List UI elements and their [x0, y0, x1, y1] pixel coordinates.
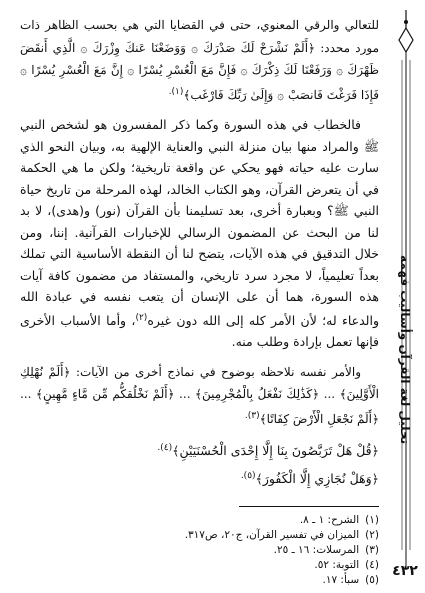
paragraph-3-text: والأمر نفسه نلاحظه بوضوح في نماذج أخرى من الآيات: ﴿أَلَمْ نُهْلِكِ الْأَوَّلِينَ﴾ ... ﴿كَذَٰلِكَ نَفْعَلُ بِالْمُجْرِمِينَ﴾ ... ﴿أَلَمْ نَخْلُقكُّم مِّن مَّاءٍ مَّهِينٍ﴾ ... ﴿أَلَمْ نَجْعَلِ الْأَرْضَ كِفَاتًا﴾ [20, 364, 379, 426]
verse-1-text: ﴿قُلْ هَلْ تَرَبَّصُونَ بِنَا إِلَّا إِحْدَى الْحُسْنَيَيْنِ﴾ [172, 443, 379, 459]
footnote-number: (١) [365, 513, 379, 526]
footnote-text: سبأ: ١٧. [322, 573, 360, 586]
verse-2-text: ﴿وَهَلْ نُجَازِي إِلَّا الْكَفُورَ﴾ [255, 471, 379, 487]
main-text-area [20, 14, 379, 586]
footnote-number: (٤) [365, 558, 379, 571]
footnote-text: الميزان في تفسير القرآن، ج٢٠، ص٣١٧. [184, 528, 360, 541]
decorative-side-border [391, 10, 421, 590]
footnote-ref-4: (٤). [157, 443, 173, 454]
footnote-number: (٢) [365, 528, 379, 541]
footnote-ref-3: (٣). [244, 410, 260, 421]
footnote-text: المرسلات: ١٦ ـ ٢٥. [273, 543, 360, 556]
footnote-ref-1: (١). [168, 86, 184, 97]
running-header-title: تحليل لغة القرآن وأساليب فهمه [398, 255, 412, 445]
verse-line-1 [20, 438, 379, 462]
footnote-item [20, 573, 379, 588]
verse-line-2 [20, 466, 379, 490]
footnote-number: (٣) [365, 543, 379, 556]
paragraph-1-text: للتعالي والرقي المعنوي، حتى في القضايا التي هي بحسب الظاهر ذات مورد محدد: ﴿أَلَمْ نَشْرَحْ لَكَ صَدْرَكَ ۞ وَوَضَعْنَا عَنكَ وِزْرَكَ ۞ الَّذِي أَنقَضَ ظَهْرَكَ ۞ وَرَفَعْنَا لَكَ ذِكْرَكَ ۞ فَإِنَّ مَعَ الْعُسْرِ يُسْرًا ۞ إِنَّ مَعَ الْعُسْرِ يُسْرًا ۞ فَإِذَا فَرَغْتَ فَانصَبْ ۞ وَإِلَىٰ رَبِّكَ فَارْغَب﴾ [20, 18, 379, 102]
footnote-text: التوبة: ٥٢. [314, 558, 360, 571]
paragraph-2-text: فالخطاب في هذه السورة وكما ذكر المفسرون هو لشخص النبي ﷺ والمراد منها بيان منزلة النبي والعناية الإلهية به، وبيان النحو الذي سارت عليه حياته فهو يحكي عن واقعة تاريخية؛ ولكن ما هي الحكمة في أن يتعرض القرآن، وهو الكتاب الخالد، لهذه المرحلة من تاريخ حياة النبي ﷺ؟ وبعبارة أخرى، بعد تسليمنا بأن القرآن (نور) و(هدى)، لا بد لنا من البحث عن المضمون الرسالي للإخبارات القرآنية. إننا، ومن خلال التدقيق في هذه الآيات، يتضح لنا أن النقطة الأساسية التي تملك بعداً تعليمياً، لا مجرد سرد تاريخي، والمستفاد من مضمون كافة آيات هذه السورة، هما أن على الإنسان أن يتعب نفسه في عبادة الله والدعاء له؛ لأن الأمر كله إلى الله دون غيره [20, 117, 379, 328]
paragraph-2 [20, 114, 379, 353]
footnote-text: الشرح: ١ ـ ٨. [299, 513, 360, 526]
footnote-item [20, 543, 379, 558]
paragraph-2-end: ، وأما الأسباب الأخرى فإنها تعمل بإرادة وطلب منه. [20, 312, 379, 350]
paragraph-3 [20, 361, 379, 431]
footnote-ref-2: (٢) [135, 312, 148, 323]
footnote-item [20, 513, 379, 528]
paragraph-1 [20, 14, 379, 106]
footnotes-list [20, 513, 379, 588]
page-number: ٤٣٢ [392, 563, 418, 579]
footnote-number: (٥) [365, 573, 379, 586]
footnote-item [20, 528, 379, 543]
footnote-item [20, 558, 379, 573]
footnote-divider [239, 506, 379, 507]
footnote-ref-5: (٥). [240, 471, 256, 482]
